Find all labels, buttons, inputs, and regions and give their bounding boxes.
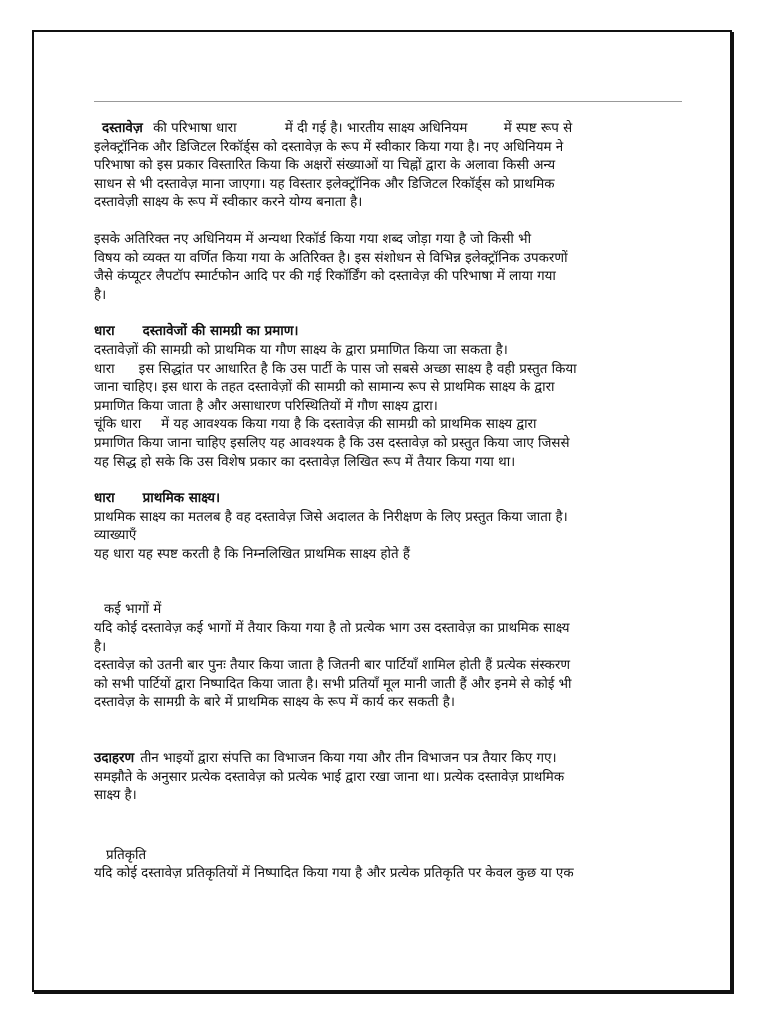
example-label: उदाहरण — [94, 751, 135, 767]
header-rule — [94, 101, 682, 102]
section-multiple-parts — [94, 601, 694, 713]
s1-line-3: जाना चाहिए। इस धारा के तहत दस्तावेज़ों की सामग्री को सामान्य रूप से प्राथमिक साक्ष्य के द्वारा — [94, 380, 555, 396]
p2-line-3: जैसे कंप्यूटर लैपटॉप स्मार्टफोन आदि पर की गई रिकॉर्डिंग को दस्तावेज़ की परिभाषा में लाया गया — [94, 269, 556, 285]
s1-line-2-text: इस सिद्धांत पर आधारित है कि उस पार्टी के पास जो सबसे अच्छा साक्ष्य है वही प्रस्तुत किया — [138, 361, 577, 377]
s3-line-4: को सभी पार्टियों द्वारा निष्पादित किया जाता है। सभी प्रतियाँ मूल मानी जाती हैं और इनमे से कोई भी — [94, 676, 572, 692]
section-heading — [94, 490, 694, 509]
example-paragraph — [94, 750, 694, 806]
s1-line-5-label: चूंकि धारा — [94, 417, 142, 433]
s1-line-2-label: धारा — [94, 361, 115, 377]
p1-text-2: में दी गई है। भारतीय साक्ष्य अधिनियम — [284, 121, 468, 136]
s1-line-4: प्रमाणित किया जाता है और असाधारण परिस्थितियों में गौण साक्ष्य द्वारा। — [94, 398, 438, 414]
p2-line-2: विषय को व्यक्त या वर्णित किया गया के अतिरिक्त है। इस संशोधन से विभिन्न इलेक्ट्रॉनिक उपकरणों — [94, 250, 568, 266]
p1-line-3: परिभाषा को इस प्रकार विस्तारित किया कि अक्षरों संख्याओं या चिह्नों द्वारा के अलावा किसी अन्य — [94, 158, 556, 174]
example-line-3: साक्ष्य है। — [94, 788, 137, 804]
s3-line-2: है। — [94, 639, 107, 655]
example-line-1: तीन भाइयों द्वारा संपत्ति का विभाजन किया गया और तीन विभाजन पत्र तैयार किए गए। — [140, 751, 557, 767]
section-title: प्राथमिक साक्ष्य। — [142, 491, 221, 507]
s3-line-3: दस्तावेज़ को उतनी बार पुनः तैयार किया जाता है जितनी बार पार्टियाँ शामिल होती हैं प्रत्येक संस्करण — [94, 658, 571, 674]
s1-line-6: प्रमाणित किया जाना चाहिए इसलिए यह आवश्यक है कि उस दस्तावेज़ को प्रस्तुत किया जाए जिससे — [94, 435, 570, 451]
s3-line-5: दस्तावेज़ के सामग्री के बारे में प्राथमिक साक्ष्य के रूप में कार्य कर सकती है। — [94, 695, 455, 711]
s2-line-2: व्याख्याएँ — [94, 528, 137, 544]
p2-line-4: है। — [94, 287, 107, 303]
example-line-2: समझौते के अनुसार प्रत्येक दस्तावेज़ को प्रत्येक भाई द्वारा रखा जाना था। प्रत्येक दस्तावेज़ प्राथमिक — [94, 769, 565, 785]
document-page — [32, 30, 732, 992]
p1-text-1: की परिभाषा धारा — [153, 121, 237, 136]
s2-line-3: यह धारा यह स्पष्ट करती है कि निम्नलिखित प्राथमिक साक्ष्य होते हैं — [94, 546, 410, 562]
s1-line-1: दस्तावेज़ों की सामग्री को प्राथमिक या गौण साक्ष्य के द्वारा प्रमाणित किया जा सकता है। — [94, 342, 508, 358]
section-primary-evidence — [94, 490, 694, 564]
section-counterparts — [94, 847, 694, 884]
section-content-proof — [94, 323, 694, 472]
document-body — [94, 120, 694, 884]
section-label: धारा — [94, 491, 115, 507]
subheading-counterparts: प्रतिकृति — [106, 847, 147, 863]
amendment-paragraph — [94, 231, 694, 305]
p1-line-2: इलेक्ट्रॉनिक और डिजिटल रिकॉर्ड्स को दस्तावेज़ के रूप में स्वीकार किया गया है। नए अधिनियम ने — [94, 139, 564, 155]
p1-line-5: दस्तावेज़ी साक्ष्य के रूप में स्वीकार करने योग्य बनाता है। — [94, 195, 363, 211]
s1-line-5-text: में यह आवश्यक किया गया है कि दस्तावेज़ की सामग्री को प्राथमिक साक्ष्य द्वारा — [161, 417, 537, 433]
term-document: दस्तावेज़ — [102, 121, 143, 136]
s3-line-1: यदि कोई दस्तावेज़ कई भागों में तैयार किया गया है तो प्रत्येक भाग उस दस्तावेज़ का प्राथमिक साक्ष्य — [94, 621, 570, 637]
subheading-multiple-parts: कई भागों में — [104, 602, 162, 618]
section-title: दस्तावेजों की सामग्री का प्रमाण। — [142, 324, 299, 340]
section-heading — [94, 323, 694, 342]
section-label: धारा — [94, 324, 115, 340]
p2-line-1: इसके अतिरिक्त नए अधिनियम में अन्यथा रिकॉर्ड किया गया शब्द जोड़ा गया है जो किसी भी — [94, 231, 532, 247]
definition-paragraph — [94, 120, 694, 213]
p1-text-3: में स्पष्ट रूप से — [503, 121, 573, 136]
s1-line-7: यह सिद्ध हो सके कि उस विशेष प्रकार का दस्तावेज़ लिखित रूप में तैयार किया गया था। — [94, 454, 516, 470]
s2-line-1: प्राथमिक साक्ष्य का मतलब है वह दस्तावेज़ जिसे अदालत के निरीक्षण के लिए प्रस्तुत किया जाता है। — [94, 509, 568, 525]
p1-line-4: साधन से भी दस्तावेज़ माना जाएगा। यह विस्तार इलेक्ट्रॉनिक और डिजिटल रिकॉर्ड्स को प्राथमिक — [94, 176, 555, 192]
s4-line-1: यदि कोई दस्तावेज़ प्रतिकृतियों में निष्पादित किया गया है और प्रत्येक प्रतिकृति पर केवल कुछ या एक — [94, 866, 574, 882]
